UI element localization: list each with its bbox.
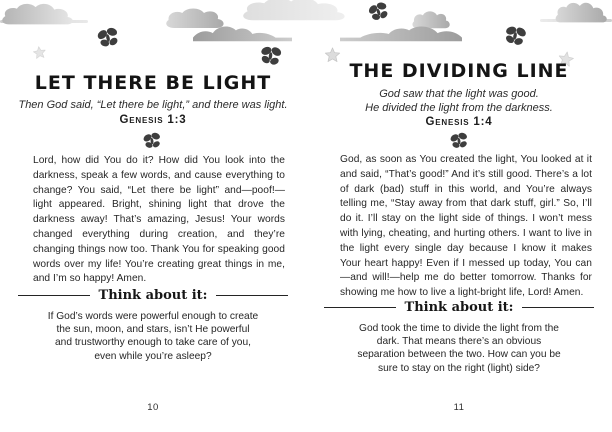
verse-line: Then God said, “Let there be light,” and there was light.: [18, 99, 288, 111]
page-title: LET THERE BE LIGHT: [34, 72, 272, 94]
scripture-reference: Genesis 1:4: [425, 116, 493, 128]
right-page: [306, 0, 612, 432]
verse-line: He divided the light from the darkness.: [365, 101, 553, 114]
scripture-verse: [10, 99, 296, 113]
page-number: 11: [453, 402, 465, 413]
divider-line: [216, 295, 288, 296]
think-heading: [324, 300, 594, 315]
think-label: Think about it:: [98, 288, 208, 303]
scripture-verse: [316, 88, 602, 115]
divider-line: [324, 307, 396, 308]
page-number: 10: [147, 402, 159, 413]
divider-line: [18, 295, 90, 296]
prayer-text: God, as soon as You created the light, You looked at it and said, “That’s good!” And it’s still good. There’s a lot of dark (bad) stuff in this world, and You’re always telling me, “Stay away from that dark stuff, girl.” So, I’ll do it. I’ll stay on the light side of things. I won’t mess with lying, cheating, and hurting others. I want to live in the light every single day because I know it makes Your heart happy! Even if I messed up today, You can—and will!—help me do better tomorrow. Thanks for showing me how to live a light-bright life, Lord! Amen.: [340, 154, 592, 299]
think-about-it-section: [18, 288, 288, 363]
scripture-reference: Genesis 1:3: [119, 114, 187, 126]
think-heading: [18, 288, 288, 303]
divider-line: [522, 307, 594, 308]
think-text: If God’s words were powerful enough to create the sun, moon, and stars, isn’t He powerful and trustworthy enough to take care of you, even while you’re asleep?: [47, 311, 259, 362]
page-title: THE DIVIDING LINE: [349, 60, 569, 82]
think-about-it-section: [324, 300, 594, 375]
prayer-text: Lord, how did You do it? How did You look into the darkness, speak a few words, and cause everything to change? You said, “Let there be light” and—poof!—light appeared. Bright, shining light that drove the darkness away! That’s amazing, Jesus! Your words changed everything during creation, and they’re changing things now too. Thank You for speaking good words over my life! You’re creating great things in me, and I’m so happy! Amen.: [33, 155, 285, 285]
think-label: Think about it:: [404, 300, 514, 315]
verse-line: God saw that the light was good.: [379, 88, 539, 100]
think-text: God took the time to divide the light from the dark. That means there’s an obvious separation between the two. How can you be sure to stay on the right (light) side?: [357, 323, 561, 374]
